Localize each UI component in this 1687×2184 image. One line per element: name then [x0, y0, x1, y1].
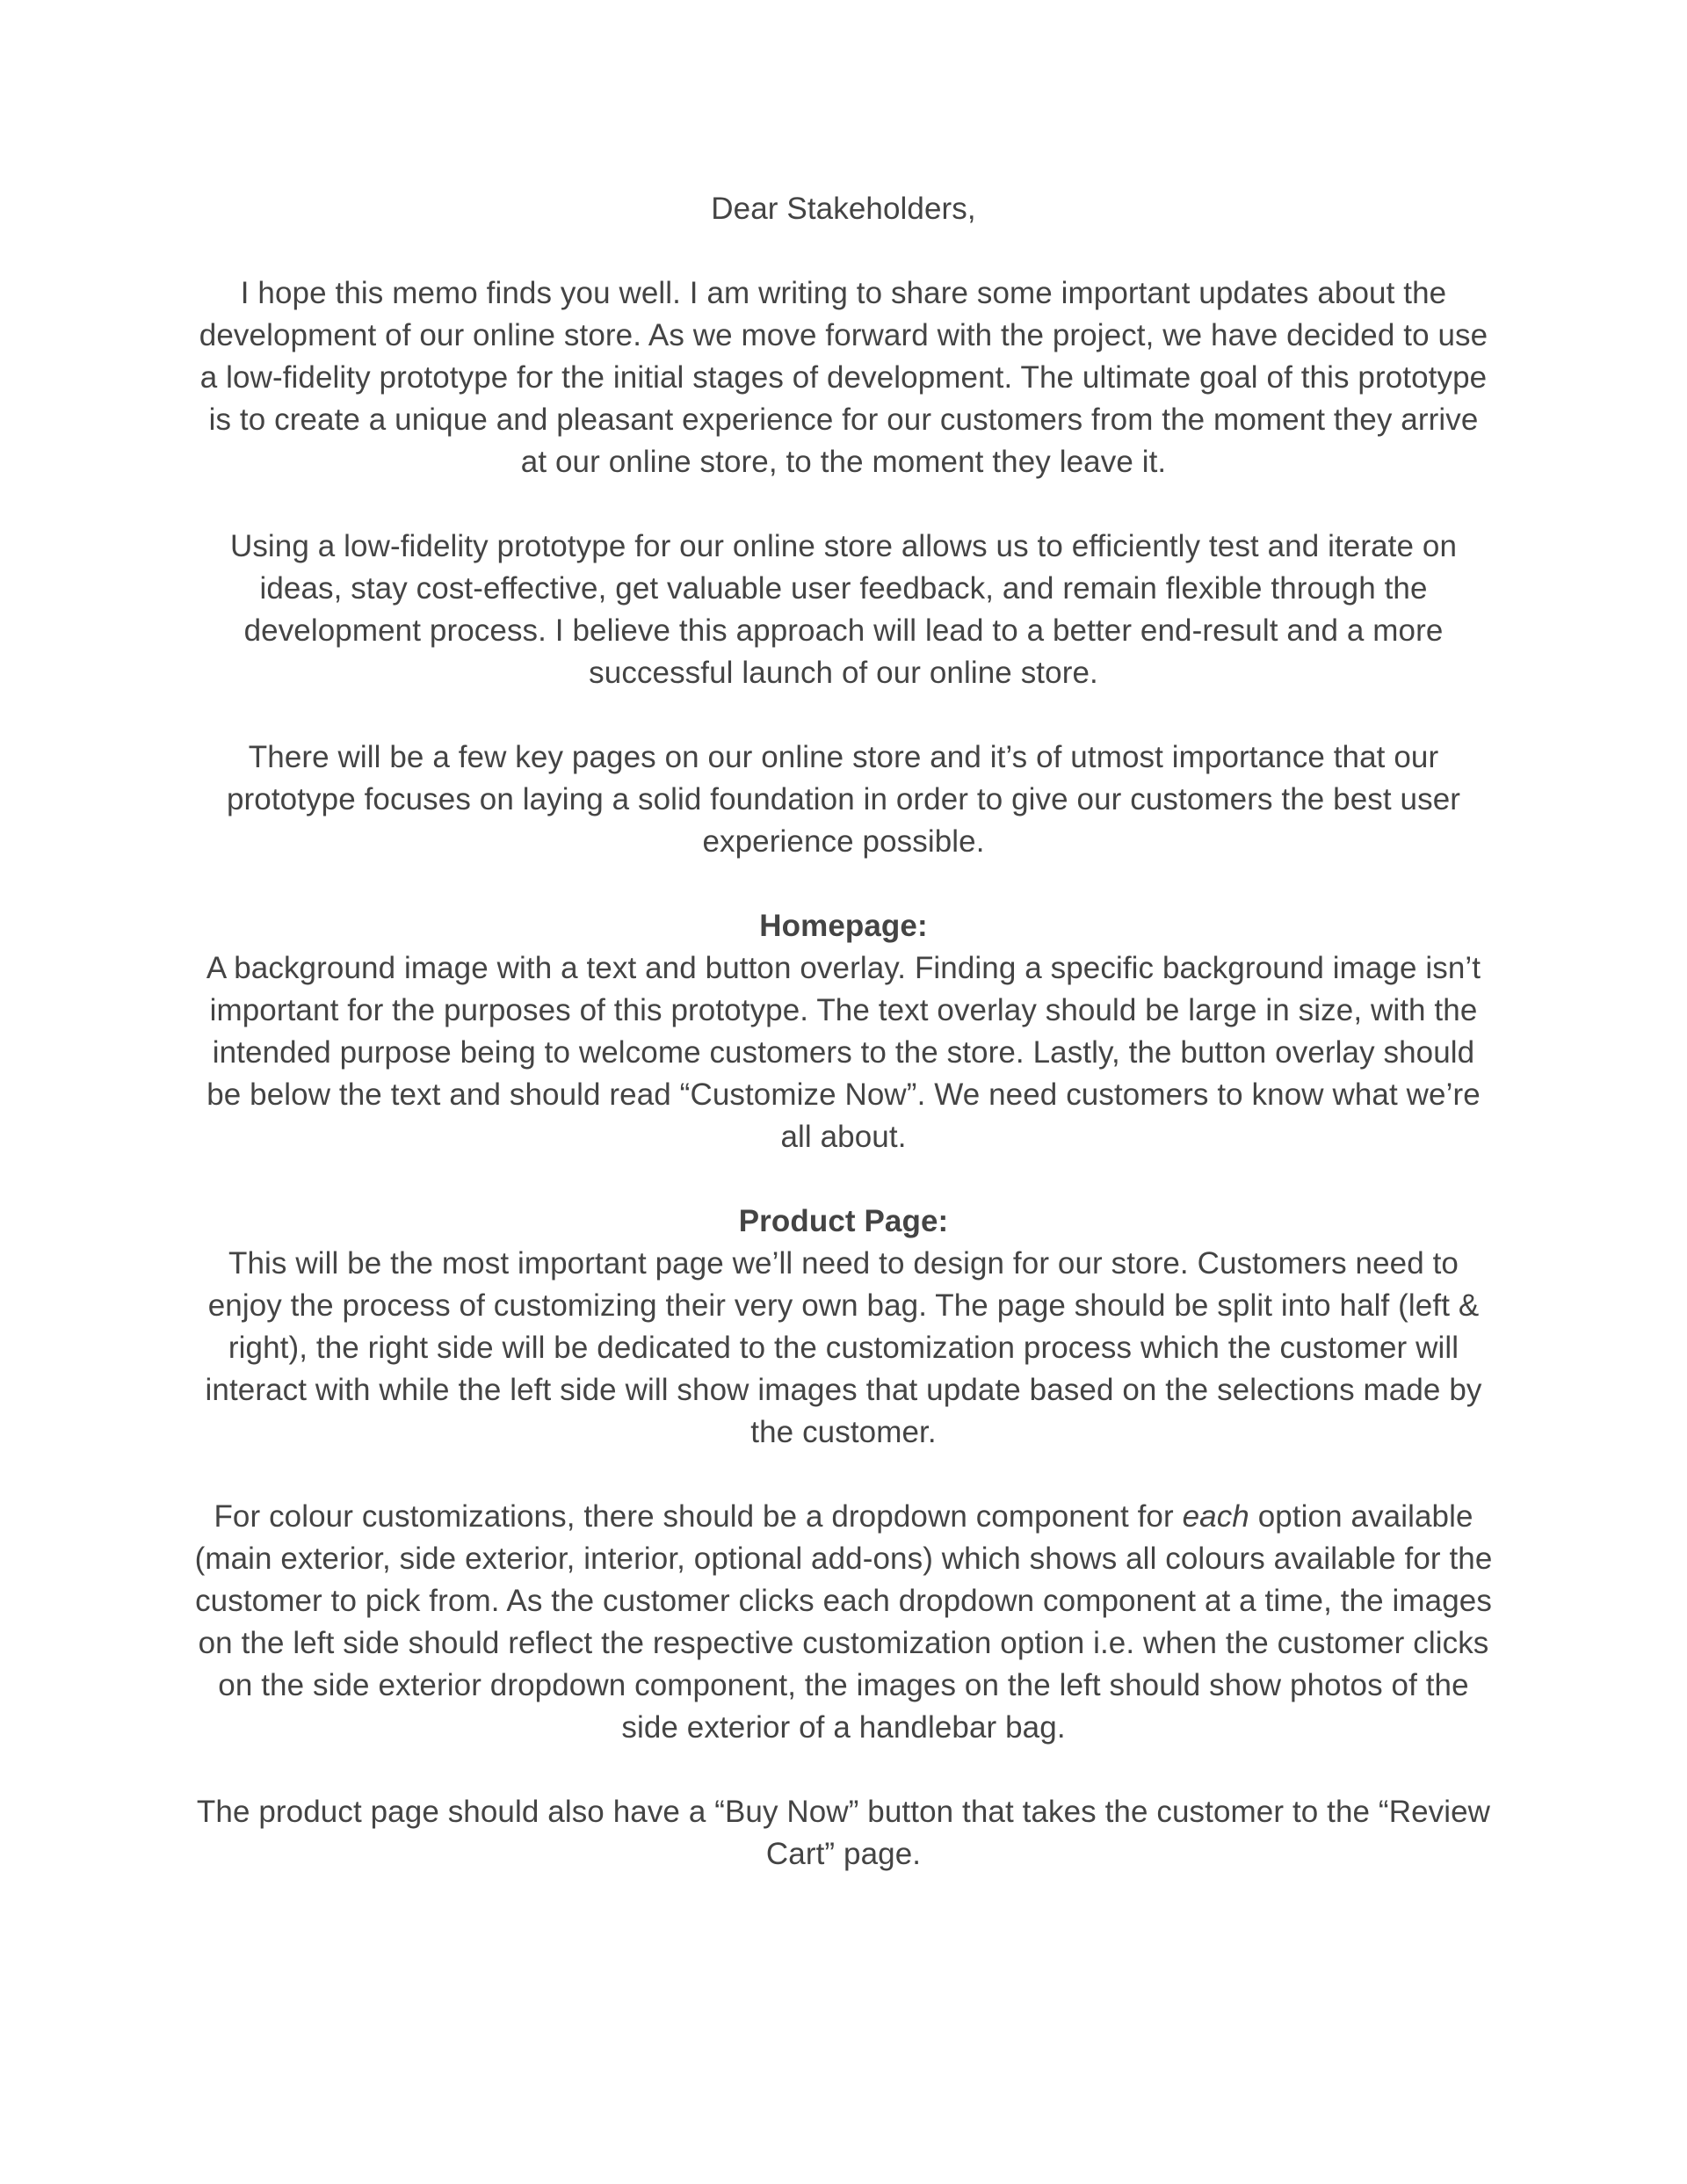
buy-now-paragraph: The product page should also have a “Buy Now” button that takes the customer to the “Review Cart” page.: [196, 1795, 1491, 1871]
key-pages-paragraph: There will be a few key pages on our online store and it’s of utmost importance that our prototype focuses on laying a solid foundation in order to give our customers the best user experience possible.: [226, 740, 1461, 859]
intro-paragraph: I hope this memo finds you well. I am writing to share some important updates about the development of our online store. As we move forward with the project, we have decided to use a low-fidelity prototype for the initial stages of development. The ultimate goal of this prototype is to create a unique and pleasant experience for our customers from the moment they arrive at our online store, to the moment they leave it.: [199, 276, 1488, 479]
memo-body: [192, 188, 1495, 1918]
prototype-paragraph: Using a low-fidelity prototype for our online store allows us to efficiently test and iterate on ideas, stay cost-effective, get valuable user feedback, and remain flexible through the development process. I believe this approach will lead to a better end-result and a more successful launch of our online store.: [229, 529, 1458, 690]
product-page-heading: Product Page:: [738, 1204, 949, 1238]
product-page-body: This will be the most important page we’ll need to design for our store. Customers need to enjoy the process of customizing their very own bag. The page should be split into half (left & right), the right side will be dedicated to the customization process which the customer will interact with while the left side will show images that update based on the selections made by the customer.: [205, 1246, 1482, 1449]
homepage-body: A background image with a text and button overlay. Finding a specific background image isn’t important for the purposes of this prototype. The text overlay should be large in size, with the intended purpose being to welcome customers to the store. Lastly, the button overlay should be below the text and should read “Customize Now”. We need customers to know what we’re all about.: [206, 951, 1481, 1154]
colour-text-before: For colour customizations, there should be a dropdown component for: [214, 1499, 1183, 1534]
colour-text-after: option available (main exterior, side exterior, interior, optional add-ons) which shows all colours available for the customer to pick from. As the customer clicks each dropdown component at a time, the images on the left side should reflect the respective customization option i.e. when the customer clicks on the side exterior dropdown component, the images on the left should show photos of the side exterior of a handlebar bag.: [194, 1499, 1493, 1745]
homepage-heading: Homepage:: [759, 909, 928, 943]
colour-customization-paragraph: [192, 1496, 1495, 1749]
product-page-section: [192, 1201, 1495, 1454]
homepage-section: [192, 905, 1495, 1158]
salutation: Dear Stakeholders,: [711, 192, 976, 226]
colour-text-emphasis: each: [1182, 1499, 1249, 1534]
